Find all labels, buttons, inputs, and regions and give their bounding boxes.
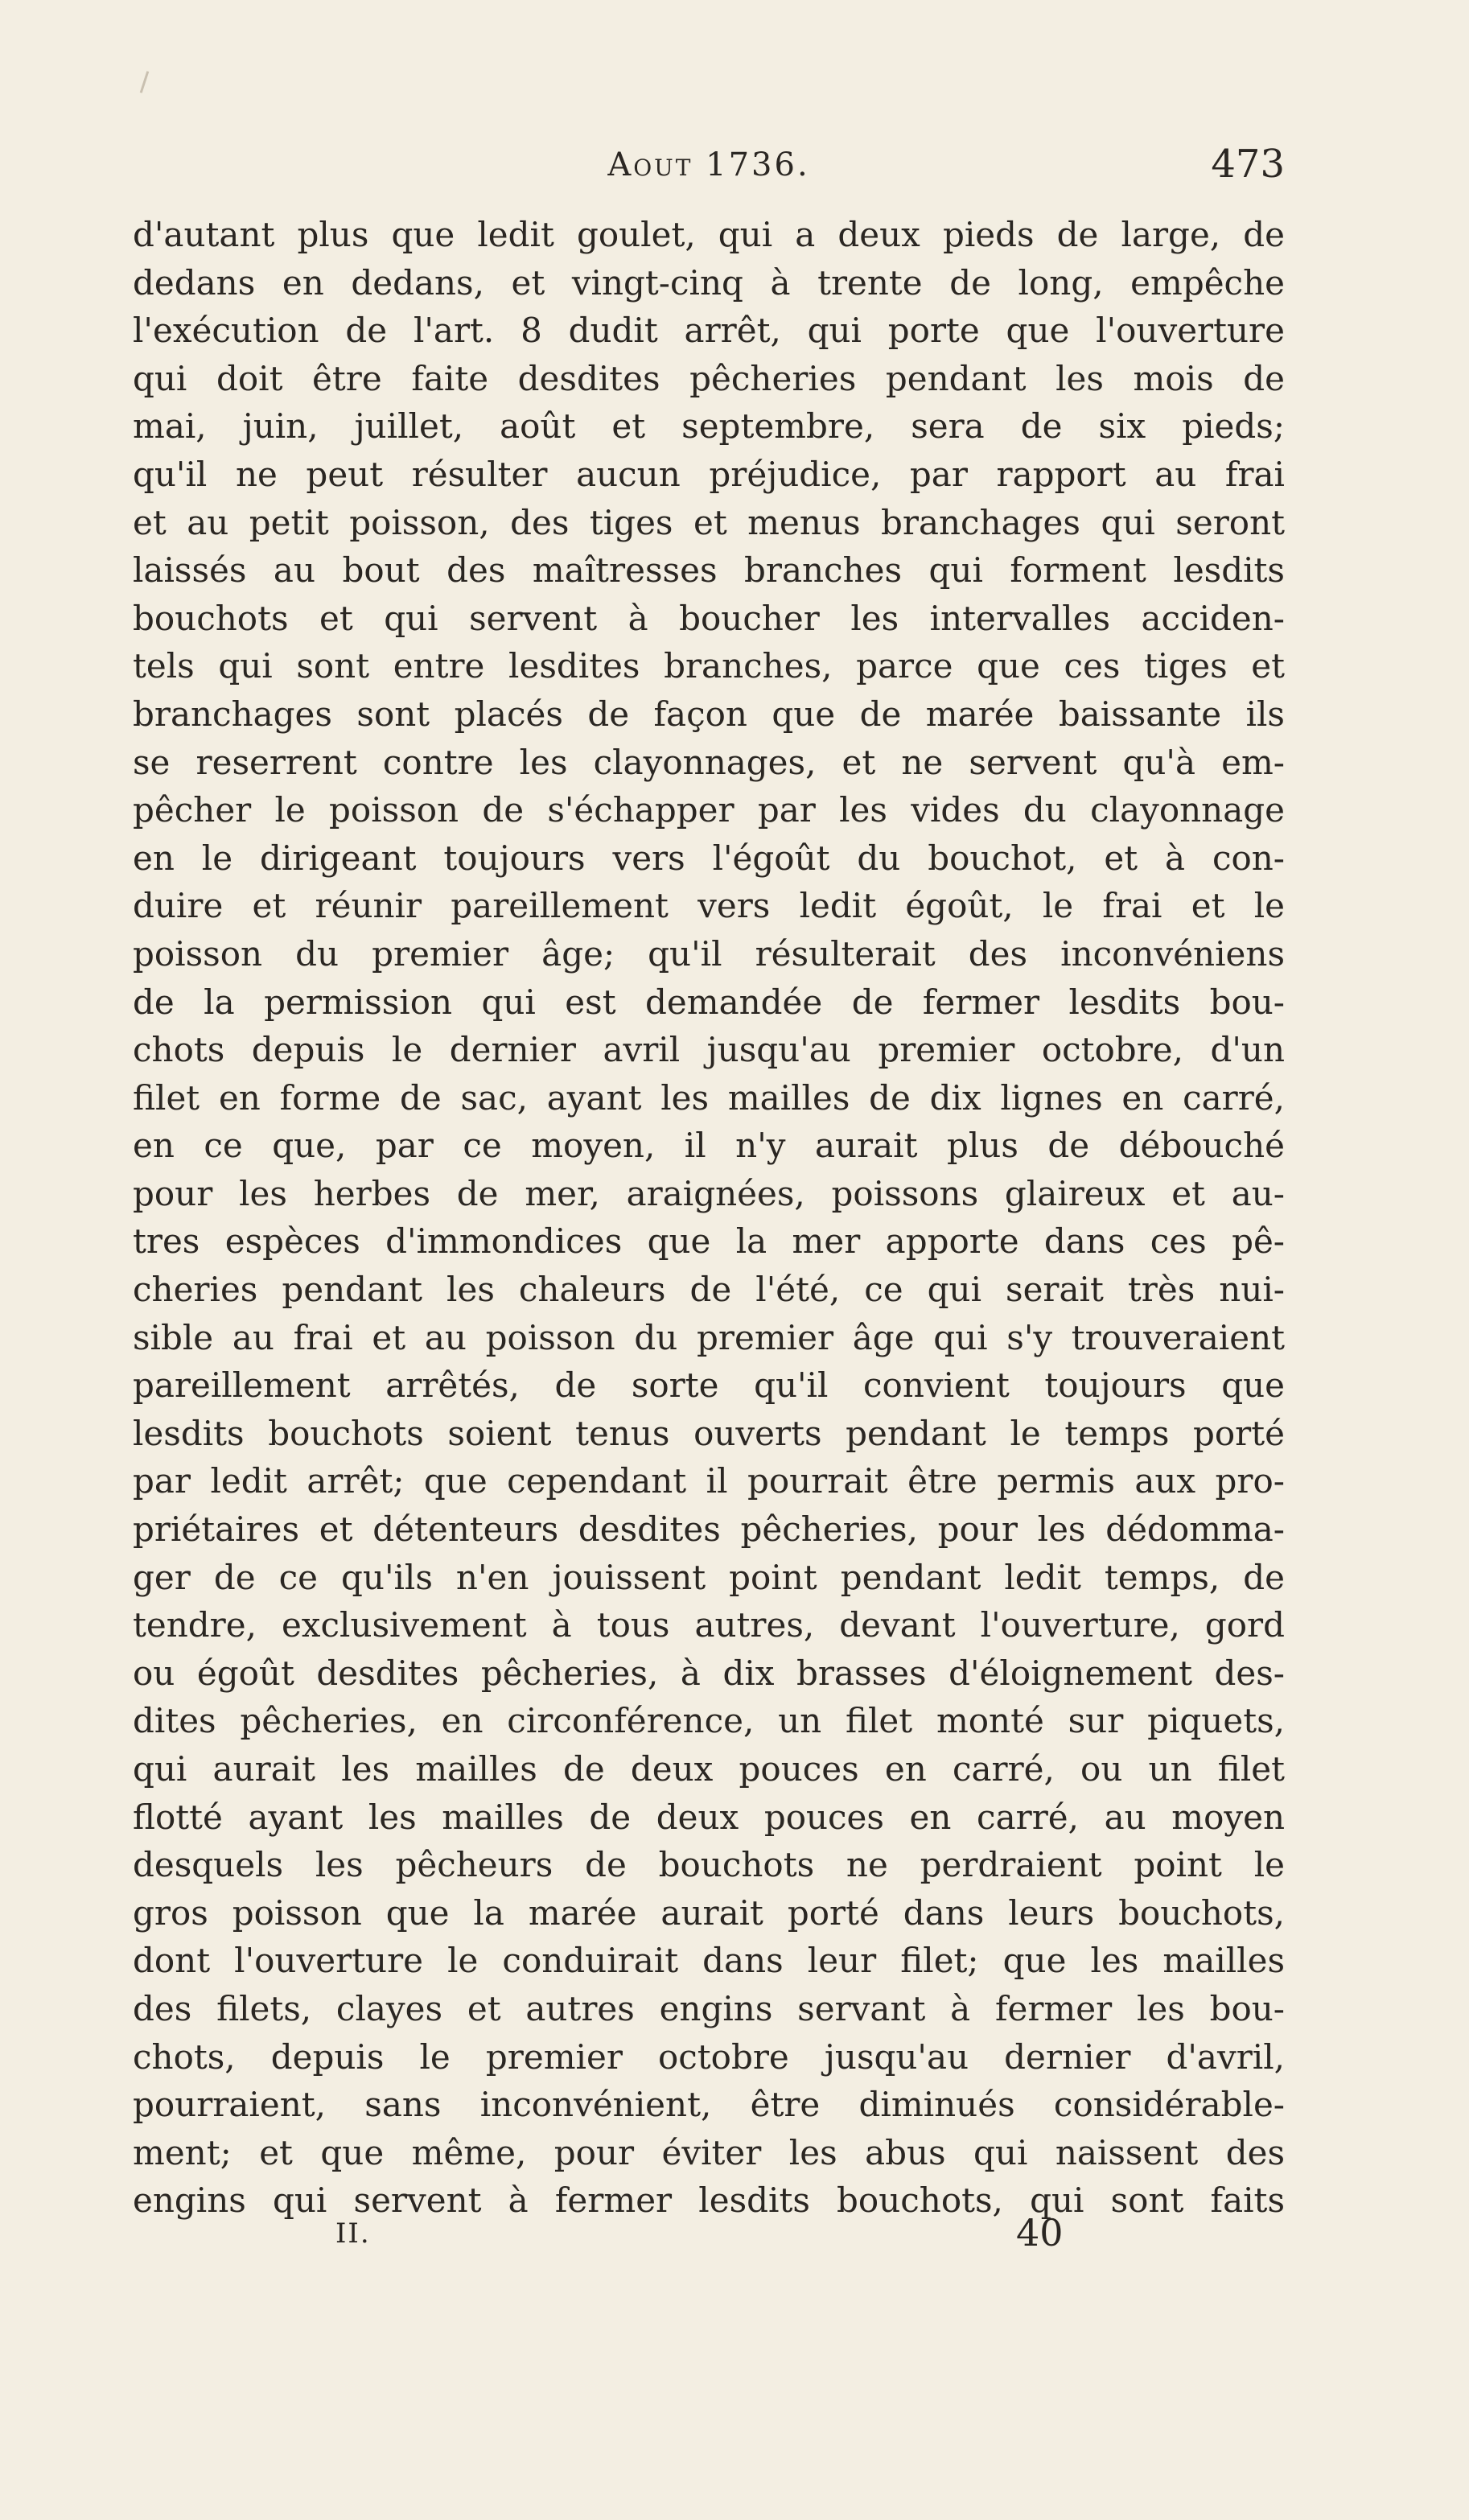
text-line: pourraient, sans inconvénient, être diminués considérable- xyxy=(133,2085,1285,2125)
text-line: gros poisson que la marée aurait porté dans leurs bouchots, xyxy=(133,1892,1285,1933)
text-line: dont l'ouverture le conduirait dans leur filet; que les mailles xyxy=(133,1941,1285,1981)
text-line: duire et réunir pareillement vers ledit égoût, le frai et le xyxy=(133,886,1285,926)
text-line: tres espèces d'immondices que la mer apporte dans ces pê- xyxy=(133,1221,1285,1262)
signature-number: 40 xyxy=(1016,2211,1064,2254)
text-line: flotté ayant les mailles de deux pouces en carré, au moyen xyxy=(133,1797,1285,1837)
page-header xyxy=(133,142,1285,195)
text-line: chots, depuis le premier octobre jusqu'au dernier d'avril, xyxy=(133,2036,1285,2077)
text-line: branchages sont placés de façon que de marée baissante ils xyxy=(133,694,1285,734)
text-line: en ce que, par ce moyen, il n'y aurait plus de débouché xyxy=(133,1126,1285,1166)
text-line: ou égoût desdites pêcheries, à dix brasses d'éloignement des- xyxy=(133,1653,1285,1693)
text-line: l'exécution de l'art. 8 dudit arrêt, qui porte que l'ouverture xyxy=(133,311,1285,351)
text-line: se reserrent contre les clayonnages, et ne servent qu'à em- xyxy=(133,742,1285,782)
text-line: filet en forme de sac, ayant les mailles de dix lignes en carré, xyxy=(133,1077,1285,1118)
signature-mark: II. xyxy=(335,2217,371,2250)
text-line: sible au frai et au poisson du premier âge qui s'y trouveraient xyxy=(133,1317,1285,1357)
page-number: 473 xyxy=(1211,142,1285,187)
text-line: laissés au bout des maîtresses branches qui forment lesdits xyxy=(133,550,1285,591)
text-line: priétaires et détenteurs desdites pêcheries, pour les dédomma- xyxy=(133,1509,1285,1550)
text-line: qu'il ne peut résulter aucun préjudice, par rapport au frai xyxy=(133,454,1285,494)
text-line: desquels les pêcheurs de bouchots ne perdraient point le xyxy=(133,1845,1285,1885)
text-line: pêcher le poisson de s'échapper par les vides du clayonnage xyxy=(133,790,1285,830)
text-line: des filets, clayes et autres engins servant à fermer les bou- xyxy=(133,1988,1285,2028)
text-line: et au petit poisson, des tiges et menus branchages qui seront xyxy=(133,502,1285,542)
text-line: bouchots et qui servent à boucher les intervalles acciden- xyxy=(133,598,1285,638)
text-line: chots depuis le dernier avril jusqu'au premier octobre, d'un xyxy=(133,1030,1285,1070)
text-line: tendre, exclusivement à tous autres, devant l'ouverture, gord xyxy=(133,1605,1285,1645)
text-line: qui doit être faite desdites pêcheries pendant les mois de xyxy=(133,358,1285,398)
text-line: qui aurait les mailles de deux pouces en carré, ou un filet xyxy=(133,1749,1285,1789)
margin-mark xyxy=(140,71,150,93)
text-line: pareillement arrêtés, de sorte qu'il convient toujours que xyxy=(133,1365,1285,1406)
text-line: par ledit arrêt; que cependant il pourrait être permis aux pro- xyxy=(133,1461,1285,1501)
text-line: tels qui sont entre lesdites branches, parce que ces tiges et xyxy=(133,646,1285,686)
text-line: engins qui servent à fermer lesdits bouchots, qui sont faits xyxy=(133,2180,1285,2221)
text-line: ger de ce qu'ils n'en jouissent point pendant ledit temps, de xyxy=(133,1557,1285,1597)
body-text xyxy=(133,211,1285,2225)
text-line: cheries pendant les chaleurs de l'été, ce qui serait très nui- xyxy=(133,1270,1285,1310)
text-line: d'autant plus que ledit goulet, qui a deux pieds de large, de xyxy=(133,215,1285,254)
text-line: dites pêcheries, en circonférence, un filet monté sur piquets, xyxy=(133,1701,1285,1741)
page-footer xyxy=(133,2211,1285,2266)
running-title: Aout 1736. xyxy=(607,146,810,183)
text-line: poisson du premier âge; qu'il résulterait des inconvéniens xyxy=(133,933,1285,974)
text-line: pour les herbes de mer, araignées, poissons glaireux et au- xyxy=(133,1173,1285,1213)
text-line: ment; et que même, pour éviter les abus qui naissent des xyxy=(133,2132,1285,2172)
text-line: en le dirigeant toujours vers l'égoût du bouchot, et à con- xyxy=(133,838,1285,878)
text-line: mai, juin, juillet, août et septembre, sera de six pieds; xyxy=(133,406,1285,447)
text-line: de la permission qui est demandée de fermer lesdits bou- xyxy=(133,982,1285,1022)
text-line: dedans en dedans, et vingt-cinq à trente de long, empêche xyxy=(133,262,1285,303)
text-line: lesdits bouchots soient tenus ouverts pendant le temps porté xyxy=(133,1413,1285,1453)
